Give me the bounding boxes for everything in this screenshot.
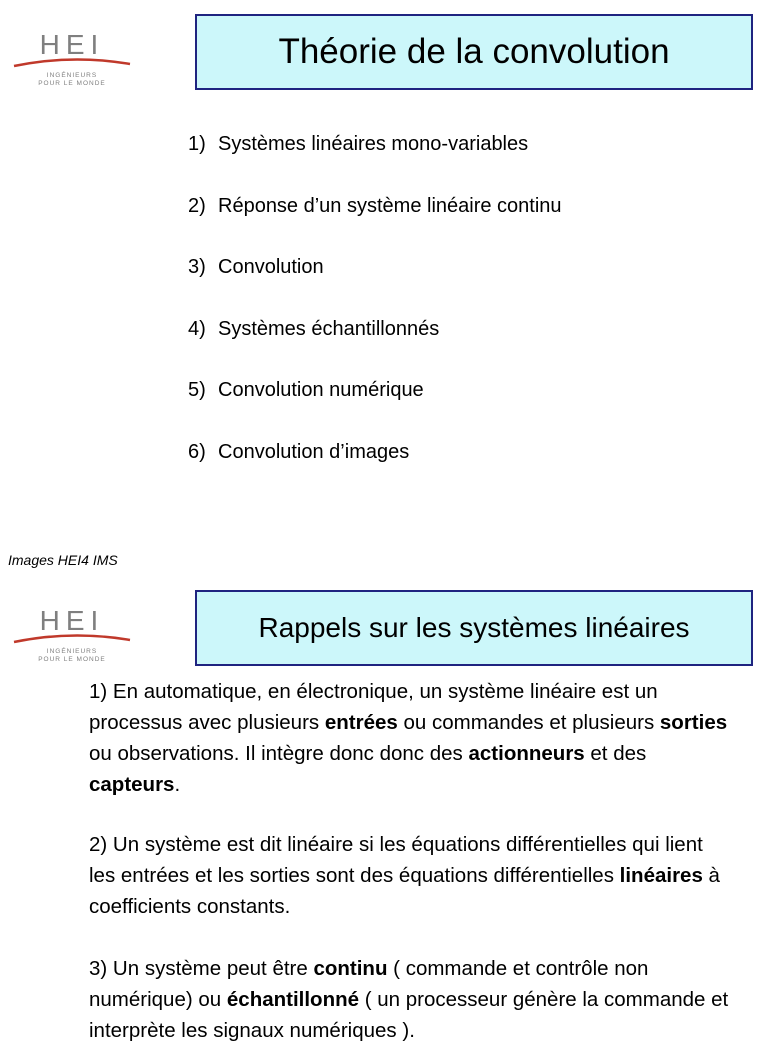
paragraph-1: 1) En automatique, en électronique, un système linéaire est un processus avec plusieurs entrées ou commandes et plusieurs sorties ou observations. Il intègre donc donc des actionneurs et des capteurs. [89, 680, 728, 796]
svg-text:POUR LE MONDE: POUR LE MONDE [38, 656, 106, 663]
paragraph-2: 2) Un système est dit linéaire si les équations différentielles qui lient les entrées et les sorties sont des équations différentielles linéaires à coefficients constants. [89, 833, 720, 918]
svg-text:POUR LE MONDE: POUR LE MONDE [38, 80, 106, 87]
slide1-title-box [195, 14, 753, 90]
list-item: 4) Systèmes échantillonnés [188, 317, 440, 340]
list-item: 6) Convolution d’images [188, 440, 410, 463]
image-caption: Images HEI4 IMS [8, 552, 118, 568]
svg-text:INGÉNIEURS: INGÉNIEURS [46, 648, 98, 655]
hei-logo [10, 26, 134, 90]
contents-list [188, 130, 562, 499]
hei-logo [10, 602, 134, 666]
paragraph-3: 3) Un système peut être continu ( commande et contrôle non numérique) ou échantillonné ( un processeur génère la commande et interprète les signaux numériques ). [89, 957, 729, 1042]
svg-text:INGÉNIEURS: INGÉNIEURS [46, 72, 98, 79]
list-item: 5) Convolution numérique [188, 379, 424, 401]
list-item: 3) Convolution [188, 256, 324, 278]
list-item: 1) Systèmes linéaires mono-variables [188, 133, 529, 155]
svg-text:HEI: HEI [39, 29, 105, 60]
slide2-title-box [195, 590, 753, 666]
slide2-title: Rappels sur les systèmes linéaires [258, 612, 690, 643]
slide1-title: Théorie de la convolution [278, 32, 670, 71]
list-item: 2) Réponse d’un système linéaire continu [188, 194, 562, 217]
svg-text:HEI: HEI [39, 605, 105, 636]
